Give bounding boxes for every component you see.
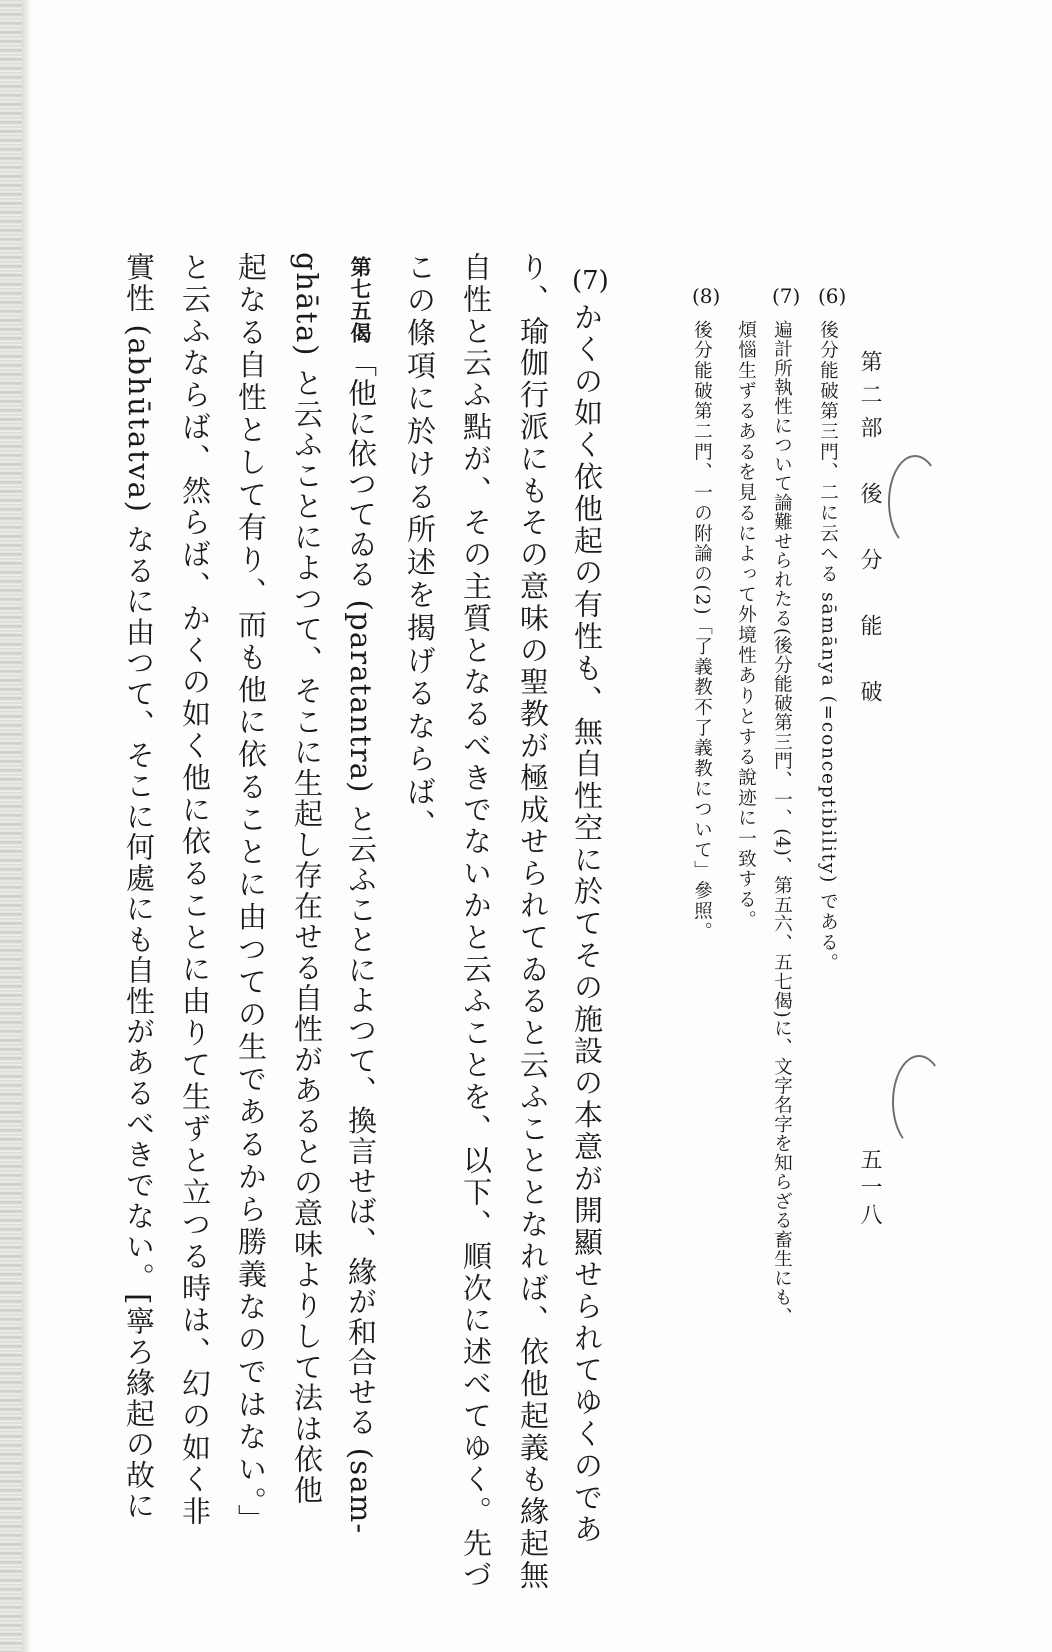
body-note-mark-7: (7): [572, 266, 609, 296]
scan-blot-mark: [888, 455, 942, 549]
note-6-line: 後分能破第三門、二に云へる sāmānya (=conceptibility) である。: [817, 320, 839, 974]
body-line-8: と云ふならば、然らば、かくの如く他に依ることに由りて生ずと立つる時は、幻の如く非: [178, 252, 212, 1528]
body-line-2: り、瑜伽行派にもその意味の聖教が極成せられてゐると云ふこととなれば、依他起義も緣起無: [516, 252, 550, 1592]
verse-label: 第七五偈: [348, 256, 373, 345]
scan-gutter: [0, 0, 22, 1652]
note-mark-7: (7): [772, 284, 801, 308]
running-title: 第二部 後 分 能 破: [857, 350, 882, 713]
body-line-6: ghāta) と云ふことによつて、そこに生起し存在せる自性があるとの意味よりして法は依他: [290, 252, 324, 1506]
scan-gutter-shadow: [22, 0, 32, 1652]
note-7-line-1: 遍計所執性について論難せられたる(後分能破第三門、一、(4)、第五六、五七偈)に、文字名字を知らざる畜生にも、: [771, 320, 793, 1327]
body-line-3: 自性と云ふ點が、その主質となるべきでないかと云ふことを、以下、順次に述べてゆく。先づ: [459, 252, 493, 1592]
note-7-line-2: 煩惱生ずるあるを見るによって外境性ありとする說迹に一致する。: [735, 320, 757, 931]
body-line-4: この條項に於ける所述を揭げるならば、: [403, 252, 437, 842]
body-line-5: 「他に依つてゐる (paratantra) と云ふことによつて、換言せば、緣が和合せる (sam-: [344, 348, 378, 1535]
note-mark-8: (8): [692, 284, 721, 308]
page-number: 五一八: [857, 1148, 882, 1231]
body-line-9: 實性 (abhūtatva) なるに由つて、そこに何處にも自性があるべきでない。[寧ろ緣起の故に: [122, 252, 156, 1522]
note-mark-6: (6): [818, 284, 847, 308]
body-line-1: かくの如く依他起の有性も、無自性空に於てその施設の本意が開顯せられてゆくのであ: [570, 302, 604, 1547]
note-8-line: 後分能破第二門、一の附論の(2)「了義教不了義教について」參照。: [691, 320, 713, 942]
body-line-7: 起なる自性として有り、而も他に依ることに由つての生であるから勝義なのではない。」: [234, 252, 268, 1537]
scan-blot-mark: [892, 1055, 946, 1149]
